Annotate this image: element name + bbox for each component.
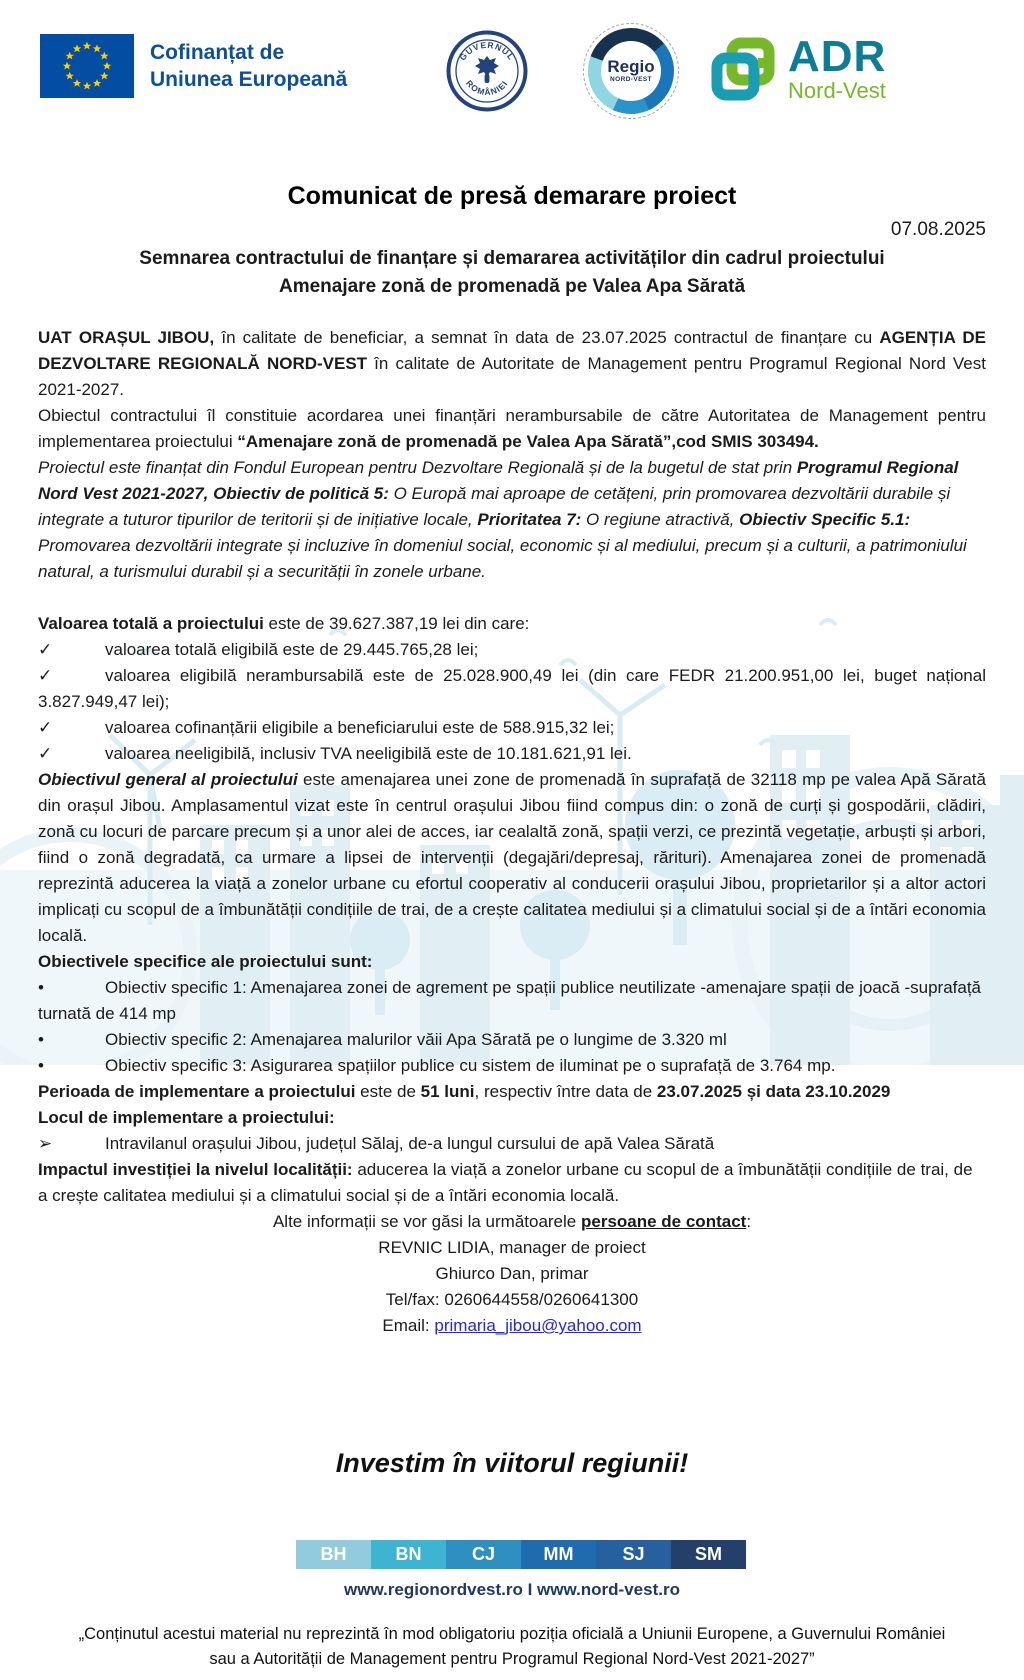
period-dates: 23.07.2025 și data 23.10.2029: [656, 1082, 891, 1101]
county-badge-sm: SM: [671, 1540, 746, 1569]
paragraph-impact: [38, 1157, 986, 1209]
check-item: [38, 637, 986, 663]
objective-item: [38, 1027, 986, 1053]
subtitle-line1: Semnarea contractului de finanțare și demararea activităților din cadrul proiectului: [139, 248, 885, 269]
location-item: [38, 1131, 986, 1157]
websites-line[interactable]: www.regionordvest.ro I www.nord-vest.ro: [344, 1580, 680, 1599]
page-title: Comunicat de presă demarare proiect: [287, 182, 737, 210]
county-strip: [296, 1540, 746, 1569]
paragraph-text: :: [746, 1212, 752, 1231]
check-icon: ✓: [38, 718, 53, 737]
county-badge-bh: BH: [296, 1540, 371, 1569]
document-body: [38, 325, 986, 1339]
contact-intro: [38, 1209, 986, 1235]
specific-objectives-heading: Obiectivele specifice ale proiectului sunt:: [38, 952, 373, 971]
paragraph-text: aducerea la viață a zonelor urbane cu scopul de a îmbunătății condițiile de trai, de a crește calitatea mediului și a climatului social și de a întări economia locală.: [38, 1160, 973, 1205]
eu-text-line2: Uniunea Europeană: [150, 68, 348, 91]
check-item: [38, 715, 986, 741]
adr-logo-text: [788, 32, 887, 104]
subtitle-line2: Amenajare zonă de promenadă pe Valea Apa Sărată: [278, 276, 746, 297]
bullet-icon: •: [38, 1056, 44, 1075]
policy-objective: Obiectiv de politică 5:: [213, 484, 389, 503]
total-value-heading: [38, 611, 986, 637]
check-item: [38, 741, 986, 767]
paragraph-text: O regiune atractivă,: [581, 510, 740, 529]
check-item: [38, 663, 986, 715]
contact-mayor: Ghiurco Dan, primar: [435, 1264, 589, 1283]
regio-logo-center: [601, 41, 661, 101]
objective-item-text: Obiectiv specific 1: Amenajarea zonei de agrement pe spații publice neutilizate -amenajare spații de joacă -suprafață turnată de 414 mp: [38, 978, 981, 1023]
beneficiary-name: UAT ORAȘUL JIBOU,: [38, 328, 215, 347]
impact-label: Impactul investiției la nivelul localității:: [38, 1160, 353, 1179]
contact-persons-label: persoane de contact: [580, 1212, 747, 1231]
adr-logo-name: ADR: [788, 32, 887, 81]
document-subtitle: [38, 245, 986, 301]
contact-manager: REVNIC LIDIA, manager de proiect: [378, 1238, 646, 1257]
check-item-text: valoarea cofinanțării eligibile a beneficiarului este de 588.915,32 lei;: [105, 718, 615, 737]
objective-item-text: Obiectiv specific 3: Asigurarea spațiilor publice cu sistem de iluminat pe o suprafață de 3.764 mp.: [105, 1056, 836, 1075]
priority-label: Prioritatea 7:: [477, 510, 582, 529]
arrow-icon: ➢: [38, 1134, 53, 1153]
location-item-text: Intravilanul orașului Jibou, județul Sălaj, de-a lungul cursului de apă Valea Sărată: [105, 1134, 715, 1153]
project-title-bold: “Amenajare zonă de promenadă pe Valea Apa Sărată”,cod SMIS 303494.: [237, 432, 819, 451]
header-logos: [0, 28, 1024, 128]
regio-logo-subtitle: NORD-VEST: [610, 76, 652, 83]
program-name: Programul Regional Nord Vest 2021-2027,: [38, 458, 959, 503]
regio-logo-name: Regio: [607, 57, 655, 76]
contact-email-line: [38, 1313, 986, 1339]
email-link[interactable]: primaria_jibou@yahoo.com: [434, 1316, 642, 1335]
paragraph-text: este de: [355, 1082, 421, 1101]
check-icon: ✓: [38, 666, 53, 685]
period-duration: 51 luni: [420, 1082, 475, 1101]
check-item-text: valoarea totală eligibilă este de 29.445.765,28 lei;: [105, 640, 479, 659]
eu-text-line1: Cofinanțat de: [150, 41, 285, 64]
adr-link-icon: [710, 36, 776, 102]
paragraph-text: în calitate de Autoritate de Management pentru Programul Regional Nord Vest 2021-2027.: [38, 354, 986, 399]
paragraph-text: Alte informații se vor găsi la următoarele: [272, 1212, 581, 1231]
check-item-text: valoarea eligibilă nerambursabilă este de 25.028.900,49 lei (din care FEDR 21.200.951,00 lei, buget național 3.827.949,47 lei);: [38, 666, 986, 711]
objective-item: [38, 1053, 986, 1079]
county-badge-mm: MM: [521, 1540, 596, 1569]
managing-authority-name: AGENȚIA DE DEZVOLTARE REGIONALĂ NORD-VEST: [38, 328, 986, 373]
paragraph-text: O Europă mai aproape de cetățeni, prin promovarea dezvoltării durabile și integrate a tuturor tipurilor de teritorii și de inițiative locale,: [38, 484, 951, 529]
slogan: Investim în viitorul regiunii!: [335, 1448, 689, 1478]
total-value-amount: este de 39.627.387,19 lei din care:: [263, 614, 530, 633]
romanian-government-logo: [446, 30, 528, 117]
eu-cofunding-logo: [40, 34, 347, 98]
press-release-date: 07.08.2025: [890, 219, 986, 240]
general-objective-label: Obiectivul general al proiectului: [38, 770, 298, 789]
paragraph-text: Proiectul este finanțat din Fondul European pentru Dezvoltare Regională și de la bugetul de stat prin: [38, 458, 797, 477]
paragraph-text: este amenajarea unei zone de promenadă în suprafață de 32118 mp pe valea Apă Sărată din orașul Jibou. Amplasamentul vizat este în centrul orașului Jibou fiind compus din: o zonă de curți și gospodării, clădiri, zonă cu locuri de parcare precum și a unor alei de acces, iar cealaltă zonă, spații verzi, ce prezintă vegetație, arbuști și arbori, fiind o zonă degradată, ca urmare a lipsei de intervenții (degajări/depresaj, rărituri). Amenajarea zonei de promenadă reprezintă aducerea la viață a zonelor urbane cu efortul cooperativ al conducerii orașului Jibou, proprietarilor și a altor actori implicați cu scopul de a îmbunătății condițiile de trai, de a crește calitatea mediului și a climatului social și de a întări economia locală.: [38, 770, 986, 945]
location-heading: Locul de implementare a proiectului:: [38, 1108, 335, 1127]
adr-nord-vest-logo: [710, 32, 887, 104]
check-icon: ✓: [38, 640, 53, 659]
bullet-icon: •: [38, 1030, 44, 1049]
paragraph-funding-program: [38, 455, 986, 585]
county-badge-sj: SJ: [596, 1540, 671, 1569]
eu-cofunding-text: [150, 39, 347, 93]
eu-flag-icon: [40, 34, 134, 98]
paragraph-text: Obiectul contractului îl constituie acordarea unei finanțări nerambursabile de către Autoritatea de Management pentru implementarea proiectului: [38, 406, 986, 451]
implementation-period: [38, 1079, 986, 1105]
document: [38, 182, 986, 1339]
disclaimer-text: „Conținutul acestui material nu reprezintă în mod obligatoriu poziția oficială a Uniunii Europene, a Guvernului României sau a Autorității de Management pentru Programul Regional Nord-Vest 2021-2027”: [78, 1625, 946, 1668]
gov-seal-top-text: GUVERNUL: [457, 39, 517, 63]
regio-nord-vest-logo: [588, 28, 674, 114]
total-value-label: Valoarea totală a proiectului: [38, 614, 264, 633]
period-label: Perioada de implementare a proiectului: [38, 1082, 356, 1101]
adr-logo-subtitle: Nord-Vest: [788, 78, 886, 103]
government-seal-icon: [446, 30, 528, 112]
check-icon: ✓: [38, 744, 53, 763]
county-badge-bn: BN: [371, 1540, 446, 1569]
paragraph-general-objective: [38, 767, 986, 949]
check-item-text: valoarea neeligibilă, inclusiv TVA neeligibilă este de 10.181.621,91 lei.: [105, 744, 632, 763]
objective-item: [38, 975, 986, 1027]
bullet-icon: •: [38, 978, 44, 997]
paragraph-text: , respectiv între data de: [474, 1082, 657, 1101]
county-badge-cj: CJ: [446, 1540, 521, 1569]
paragraph-beneficiary: [38, 325, 986, 403]
objective-item-text: Obiectiv specific 2: Amenajarea malurilor văii Apa Sărată pe o lungime de 3.320 ml: [105, 1030, 727, 1049]
contact-phone: Tel/fax: 0260644558/0260641300: [385, 1290, 639, 1309]
contact-block: [38, 1209, 986, 1339]
paragraph-contract-object: [38, 403, 986, 455]
email-label: Email:: [382, 1316, 435, 1335]
specific-objective-label: Obiectiv Specific 5.1:: [739, 510, 911, 529]
paragraph-text: Promovarea dezvoltării integrate și incluzive în domeniul social, economic și al mediului, precum și a culturii, a patrimoniului natural, a turismului durabil și a securității în zonele urbane.: [38, 536, 967, 581]
paragraph-text: în calitate de beneficiar, a semnat în data de 23.07.2025 contractul de finanțare cu: [214, 328, 880, 347]
gov-seal-bottom-text: ROMÂNIEI: [463, 78, 510, 98]
